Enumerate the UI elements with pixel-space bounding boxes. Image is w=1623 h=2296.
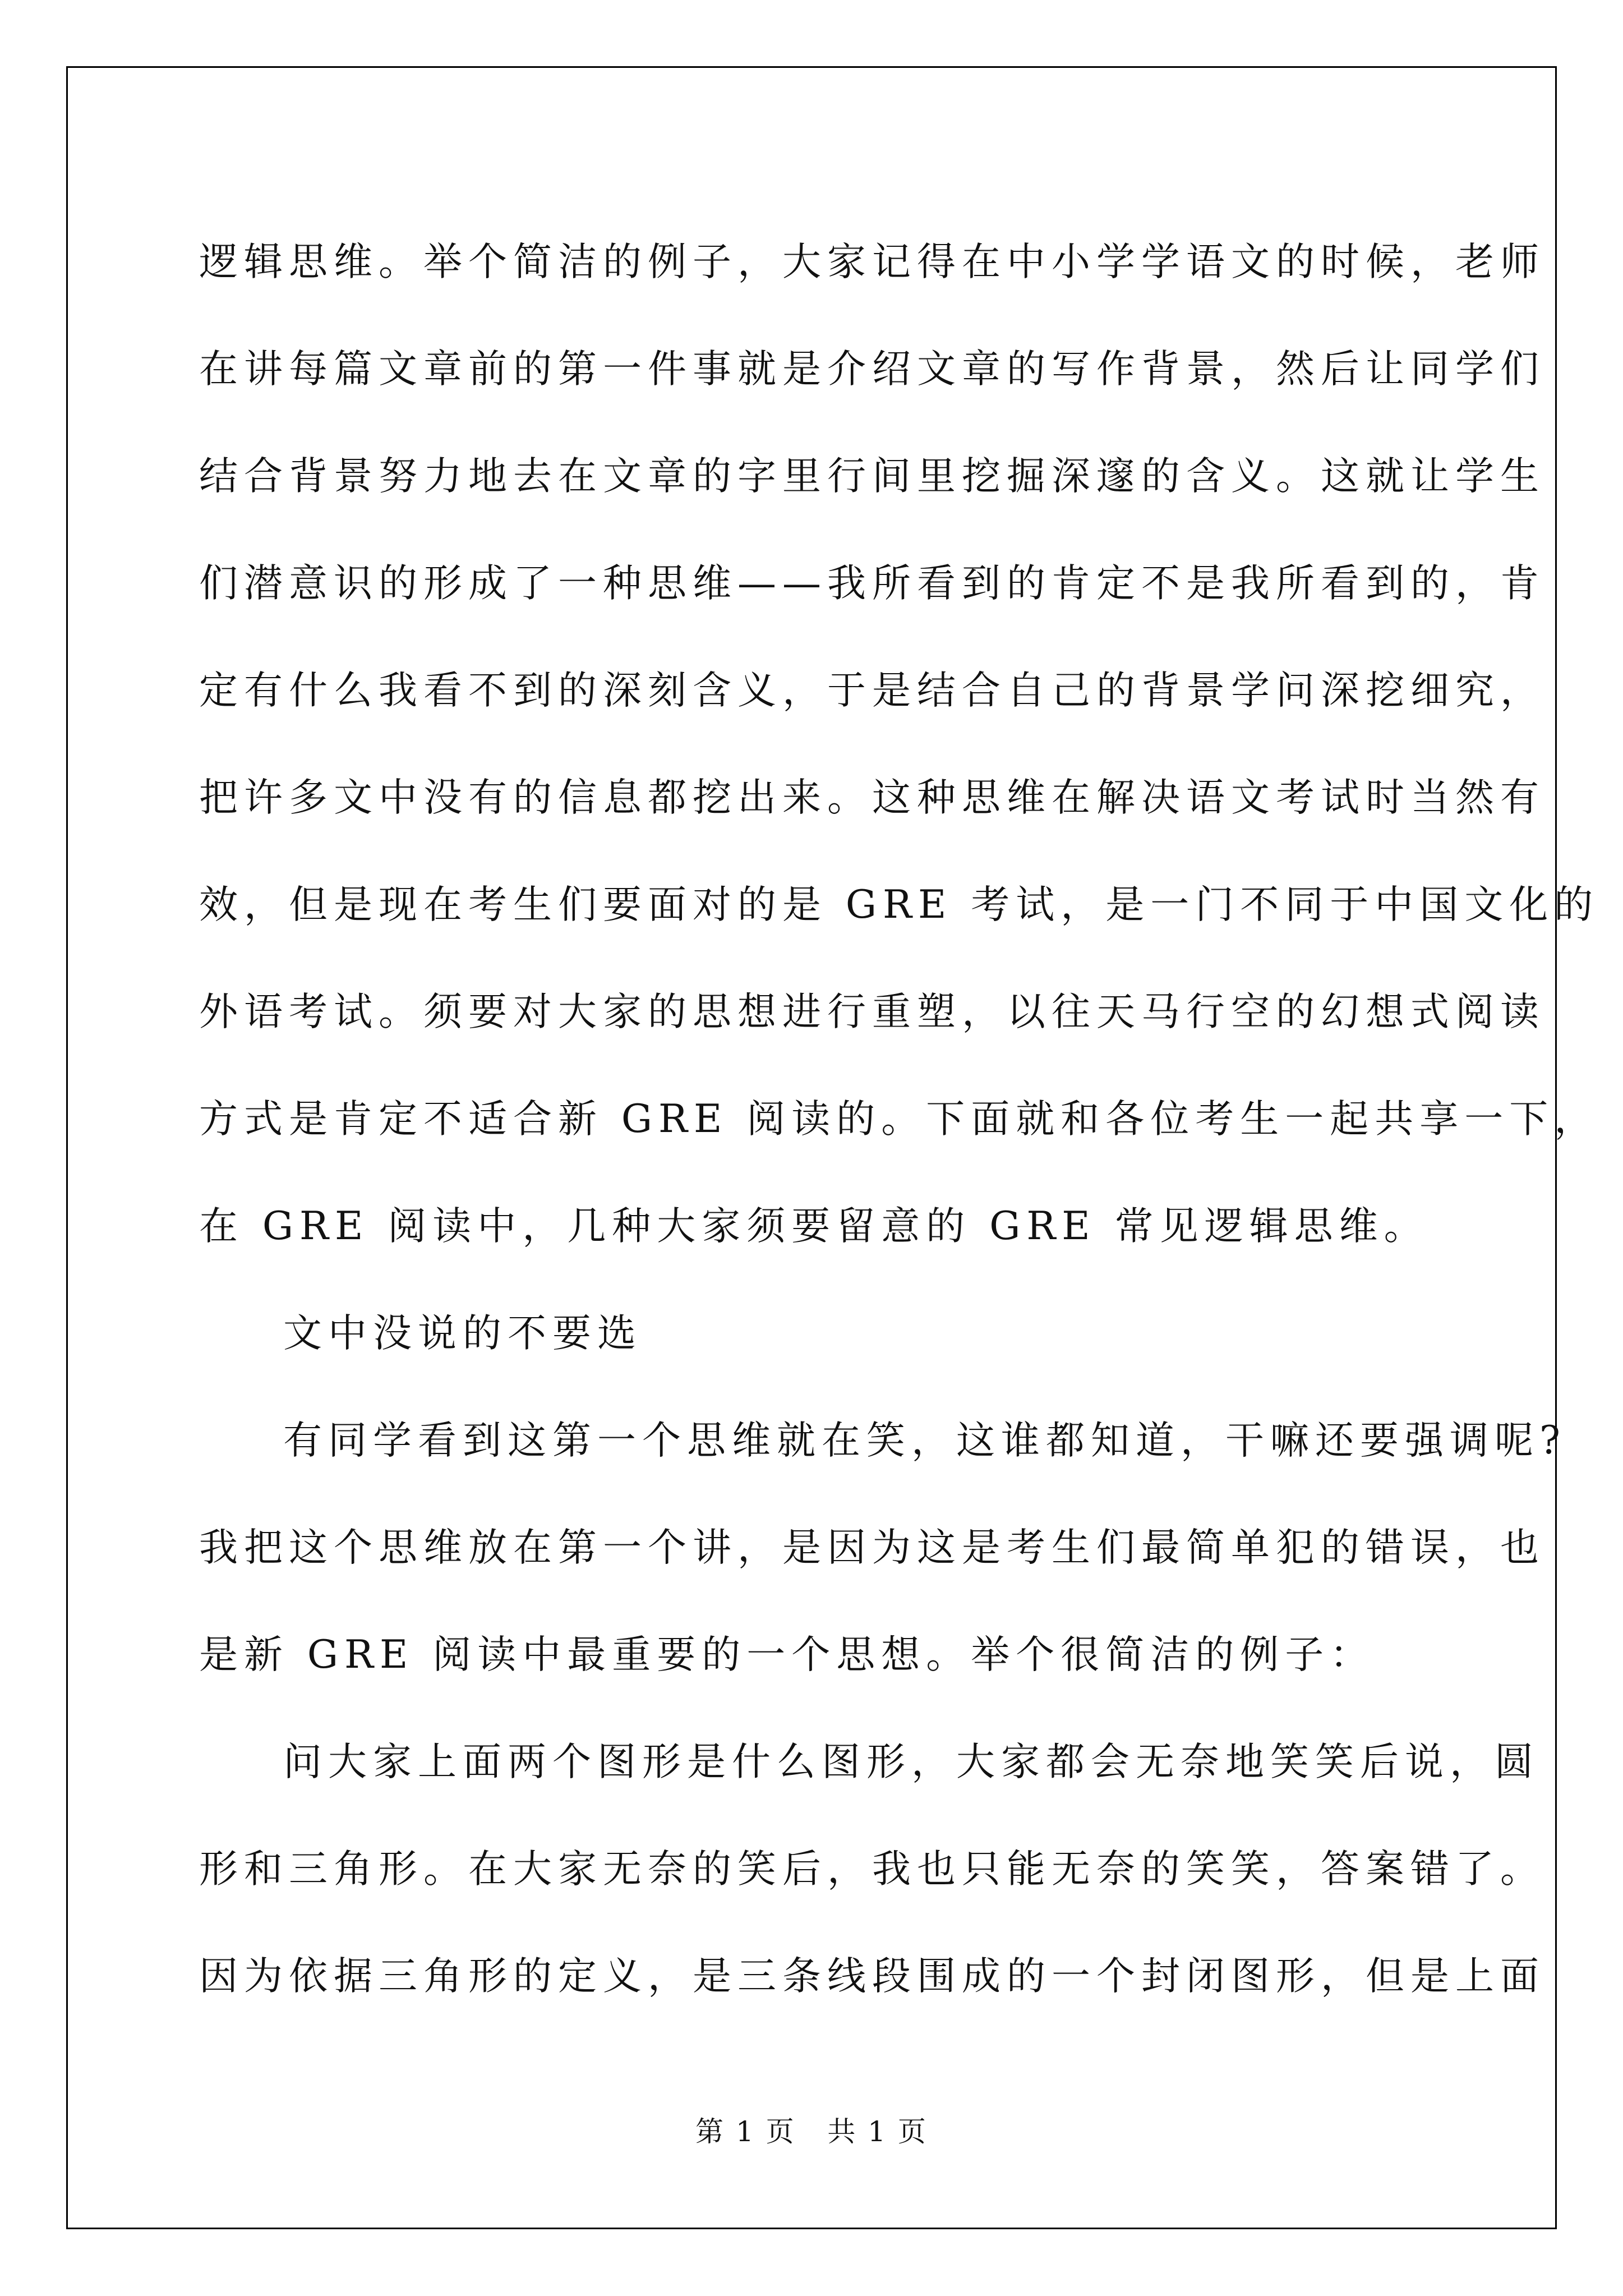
text-line: 定有什么我看不到的深刻含义，于是结合自己的背景学问深挖细究， <box>199 668 1545 713</box>
text-line: 文中没说的不要选 <box>283 1311 642 1356</box>
section-heading <box>199 1280 1433 1387</box>
text-line: 有同学看到这第一个思维就在笑，这谁都知道，干嘛还要强调呢? <box>283 1418 1566 1463</box>
text-line: 我把这个思维放在第一个讲，是因为这是考生们最简单犯的错误，也 <box>199 1525 1545 1570</box>
text-line: 在 GRE 阅读中，几种大家须要留意的 GRE 常见逻辑思维。 <box>199 1204 1429 1249</box>
text-line: 把许多文中没有的信息都挖出来。这种思维在解决语文考试时当然有 <box>199 775 1545 820</box>
text-line: 问大家上面两个图形是什么图形，大家都会无奈地笑笑后说，圆 <box>283 1740 1539 1784</box>
page-footer: 第 1 页 共 1 页 <box>695 2115 928 2148</box>
text-line: 在讲每篇文章前的第一件事就是介绍文章的写作背景，然后让同学们 <box>199 347 1545 392</box>
paragraph <box>199 1709 1545 2030</box>
document-body <box>199 209 1599 2030</box>
text-line: 们潜意识的形成了一种思维——我所看到的肯定不是我所看到的，肯 <box>199 561 1545 606</box>
paragraph <box>199 1387 1566 1709</box>
text-line: 因为依据三角形的定义，是三条线段围成的一个封闭图形，但是上面 <box>199 1954 1545 1999</box>
text-line: 结合背景努力地去在文章的字里行间里挖掘深邃的含义。这就让学生 <box>199 454 1545 499</box>
paragraph <box>199 209 1599 1280</box>
text-line: 形和三角形。在大家无奈的笑后，我也只能无奈的笑笑，答案错了。 <box>199 1847 1545 1892</box>
text-line: 外语考试。须要对大家的思想进行重塑，以往天马行空的幻想式阅读 <box>199 990 1545 1034</box>
text-line: 效，但是现在考生们要面对的是 GRE 考试，是一门不同于中国文化的 <box>199 882 1599 927</box>
text-line: 逻辑思维。举个简洁的例子，大家记得在中小学学语文的时候，老师 <box>199 240 1545 284</box>
text-line: 是新 GRE 阅读中最重要的一个思想。举个很简洁的例子： <box>199 1632 1375 1677</box>
text-line: 方式是肯定不适合新 GRE 阅读的。下面就和各位考生一起共享一下， <box>199 1097 1599 1142</box>
